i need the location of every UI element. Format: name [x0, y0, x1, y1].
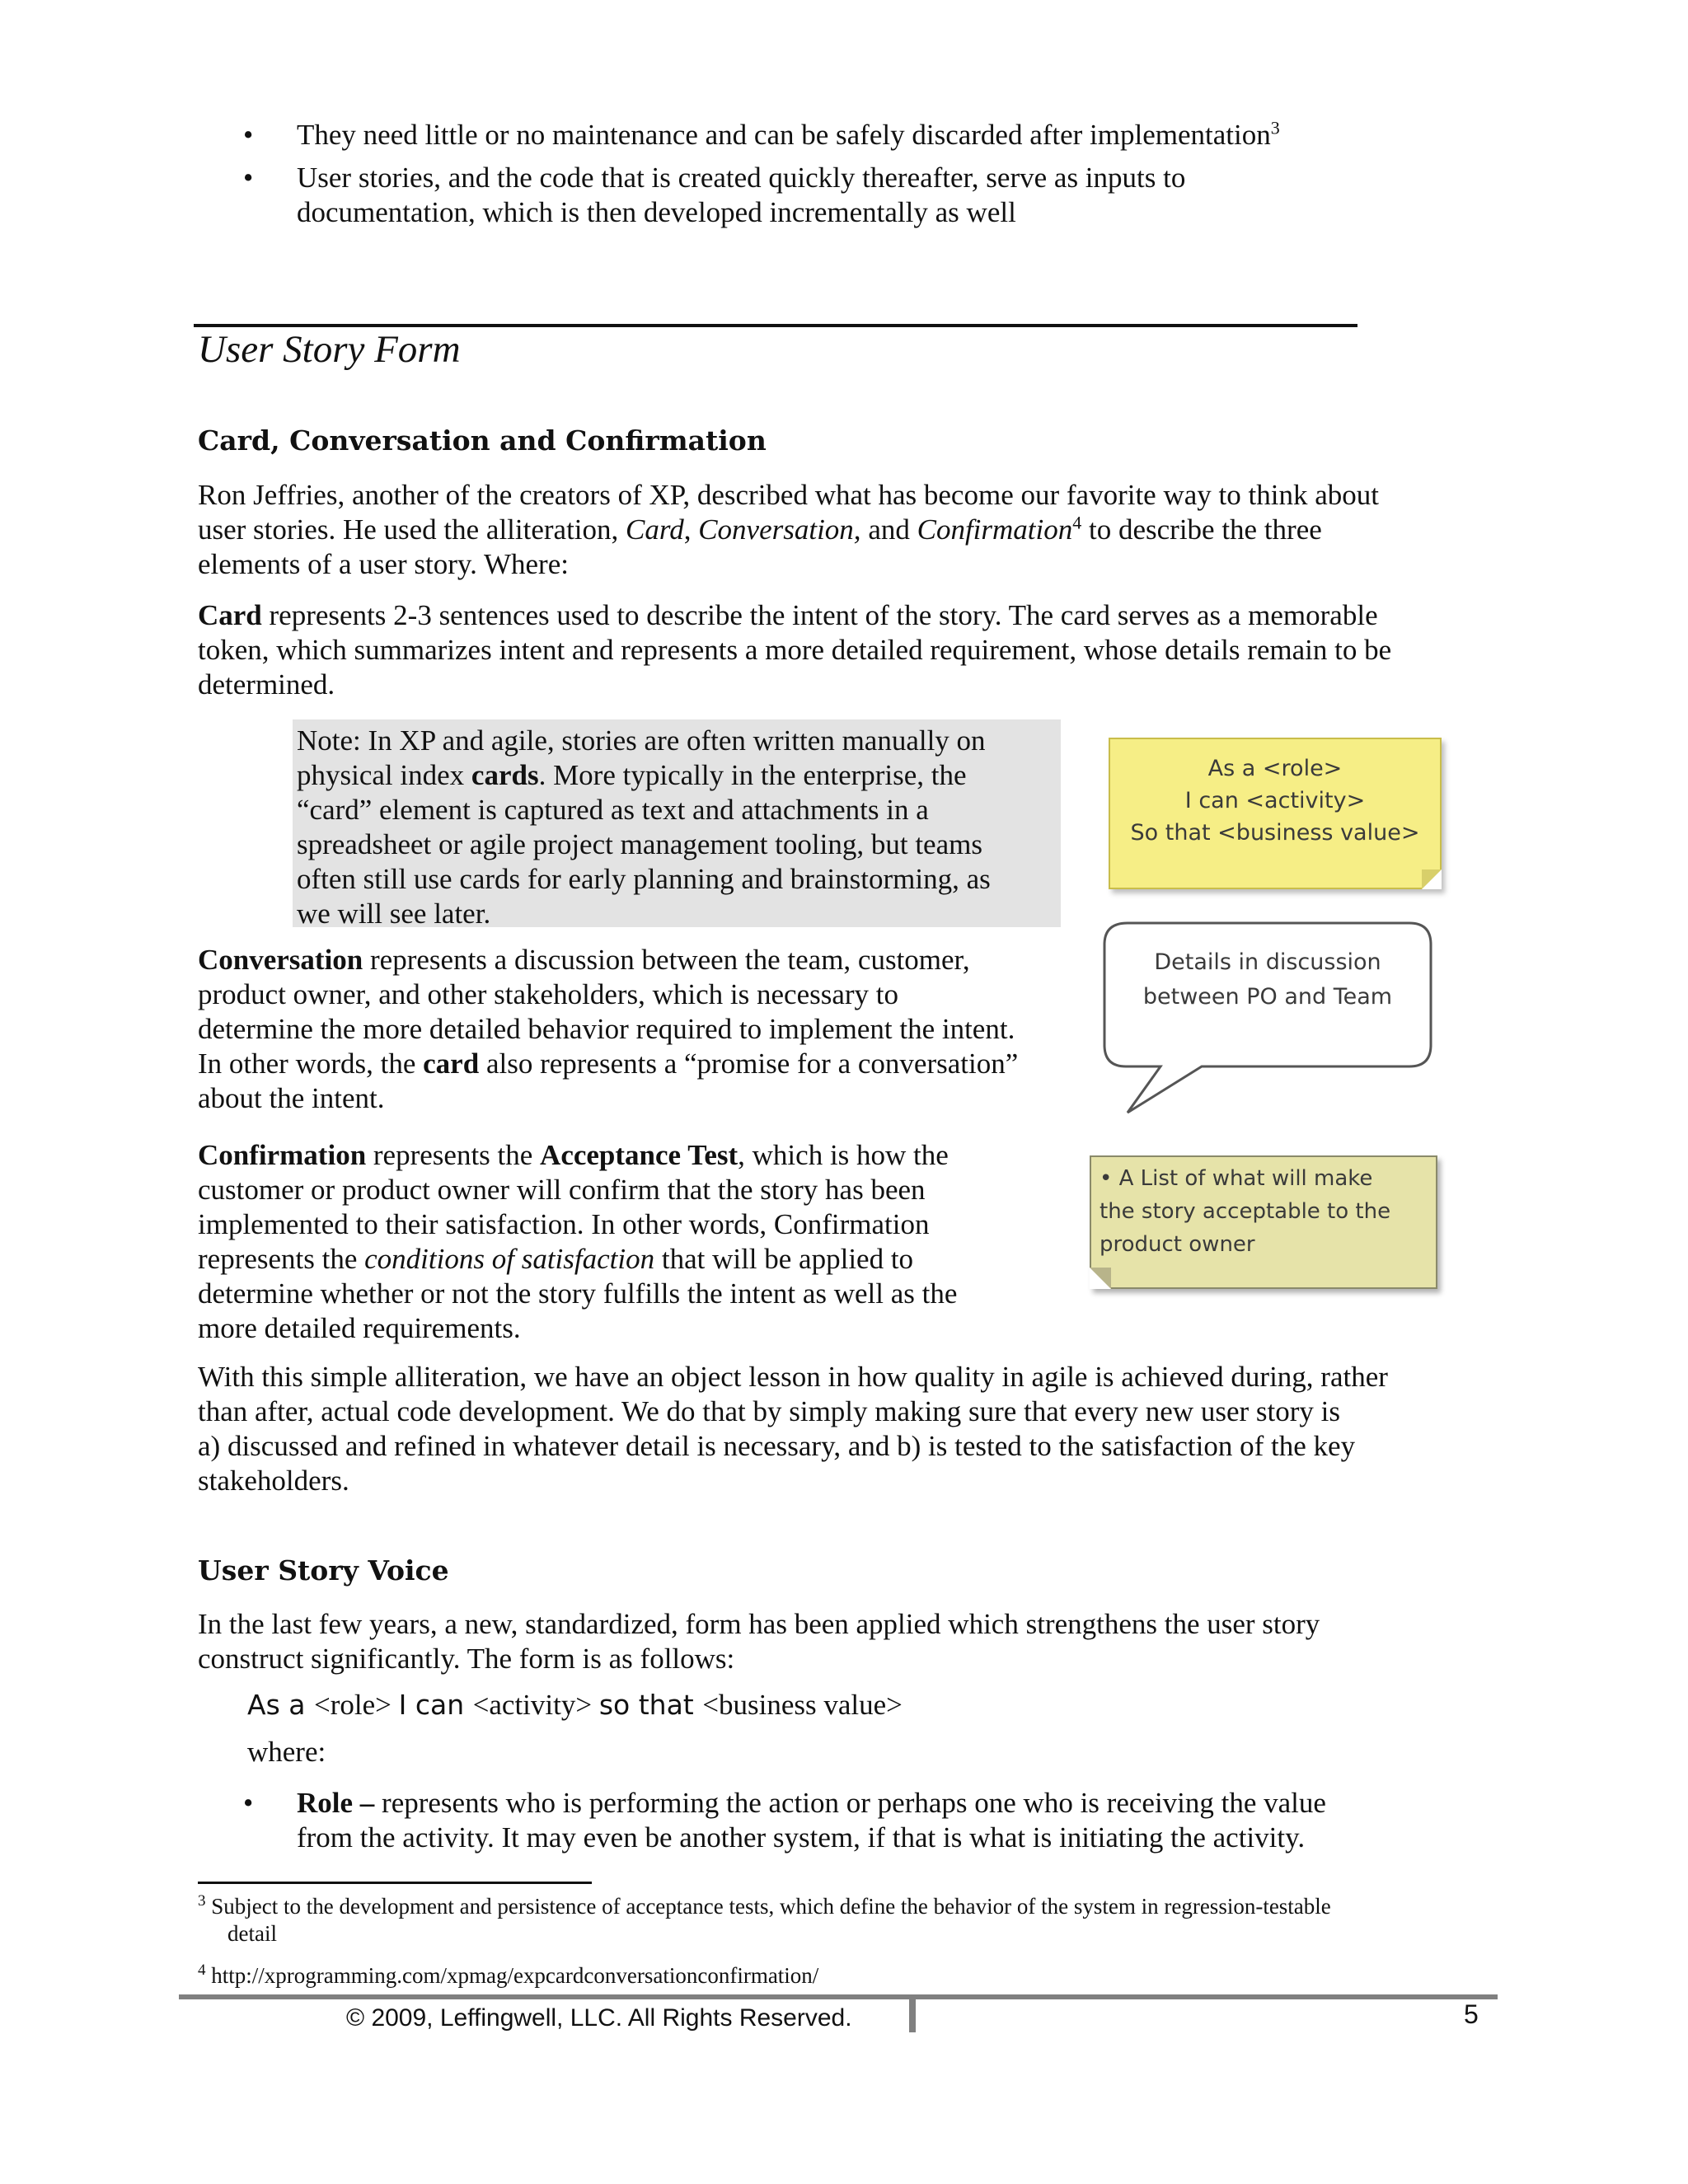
footer-divider-tick — [909, 1999, 916, 2032]
speech-bubble-icon — [1103, 921, 1432, 1152]
sticky-line: As a <role> — [1207, 756, 1343, 781]
note-box: Note: In XP and agile, stories are often written manually on physical index cards. More typically in the enterprise, the “card” element is captured as text and attachments in a spreadsheet or agile project management tooling, but teams often still use cards for early planning and brainstorming, as we will see later. — [293, 719, 1061, 927]
section-title: User Story Form — [198, 328, 461, 371]
acceptance-line: product owner — [1100, 1232, 1255, 1257]
subheading-card-conversation: Card, Conversation and Confirmation — [198, 424, 767, 457]
footnote-divider — [198, 1882, 592, 1884]
page-number: 5 — [1464, 1999, 1479, 2029]
alliteration-paragraph: With this simple alliteration, we have an object lesson in how quality in agile is achieved during, rather than after, actual code development. We do that by simply making sure that every new user story is a) discussed and refined in whatever detail is necessary, and b) is tested to the satisfaction of the key stakeholders. — [198, 1361, 1388, 1497]
bullet-icon: • — [243, 162, 254, 194]
list-item: • They need little or no maintenance and can be safely discarded after implementation$^3$ — [243, 117, 1280, 151]
list-item: • User stories, and the code that is created quickly thereafter, serve as inputs to documentation, which is then developed incrementally as well — [243, 162, 1186, 228]
story-form-template: As a <role> I can <activity> so that <business value> — [247, 1689, 903, 1721]
footnote-4: $^4$ http://xprogramming.com/xpmag/expcardconversationconfirmation/ — [198, 1961, 819, 1988]
footnote-ref: 3 — [1270, 117, 1280, 138]
footer-copyright: © 2009, Leffingwell, LLC. All Rights Reserved. — [346, 2004, 852, 2032]
story-card-sticky-note — [1109, 738, 1442, 889]
acceptance-test-note — [1090, 1155, 1437, 1289]
footer-divider — [179, 1994, 1498, 1999]
subheading-user-story-voice: User Story Voice — [198, 1554, 449, 1586]
sticky-line: So that <business value> — [1130, 820, 1420, 846]
bullet-icon: • — [243, 1787, 254, 1819]
confirmation-paragraph: Confirmation represents the Acceptance Test, which is how the customer or product owner will confirm that the story has been implemented to their satisfaction. In other words, Confirmation represents the conditions of satisfaction that will be applied to determine whether or not the story fulfills the intent as well as the more detailed requirements. — [198, 1139, 958, 1344]
bullet-icon: • — [243, 119, 254, 151]
acceptance-line: the story acceptable to the — [1100, 1199, 1391, 1224]
acceptance-line: • A List of what will make — [1100, 1166, 1373, 1191]
conversation-paragraph: Conversation represents a discussion between the team, customer, product owner, and other stakeholders, which is necessary to determine the more detailed behavior required to implement the intent. In other words, the card also represents a “promise for a conversation” about the intent. — [198, 944, 1019, 1114]
voice-paragraph: In the last few years, a new, standardized, form has been applied which strengthens the user story construct significantly. The form is as follows: — [198, 1608, 1320, 1675]
page-fold-icon — [1090, 1268, 1111, 1289]
intro-paragraph: Ron Jeffries, another of the creators of XP, described what has become our favorite way to think about user stories. He used the alliteration, Card, Conversation, and Confirmation$^4$ to describe the three elements of a user story. Where: — [198, 479, 1379, 580]
where-label: where: — [247, 1736, 326, 1768]
list-item: • Role – represents who is performing the action or perhaps one who is receiving the value from the activity. It may even be another system, if that is what is initiating the activity. — [243, 1787, 1326, 1854]
bubble-line: between PO and Team — [1142, 984, 1393, 1010]
sticky-line: I can <activity> — [1184, 788, 1366, 813]
footnote-ref: 4 — [1072, 512, 1082, 533]
page-fold-icon — [1422, 869, 1442, 889]
top-bullet-list — [243, 118, 1479, 238]
footnote-3: $^3$ Subject to the development and persistence of acceptance tests, which define the behavior of the system in regression-testable detail — [198, 1892, 1331, 1946]
footnote-link[interactable]: http://xprogramming.com/xpmag/expcardconversationconfirmation/ — [205, 1963, 819, 1988]
bubble-line: Details in discussion — [1154, 949, 1381, 975]
role-bullet-list — [243, 1786, 1479, 1863]
card-paragraph: Card represents 2-3 sentences used to describe the intent of the story. The card serves as a memorable token, which summarizes intent and represents a more detailed requirement, whose details remain to be determined. — [198, 599, 1392, 701]
